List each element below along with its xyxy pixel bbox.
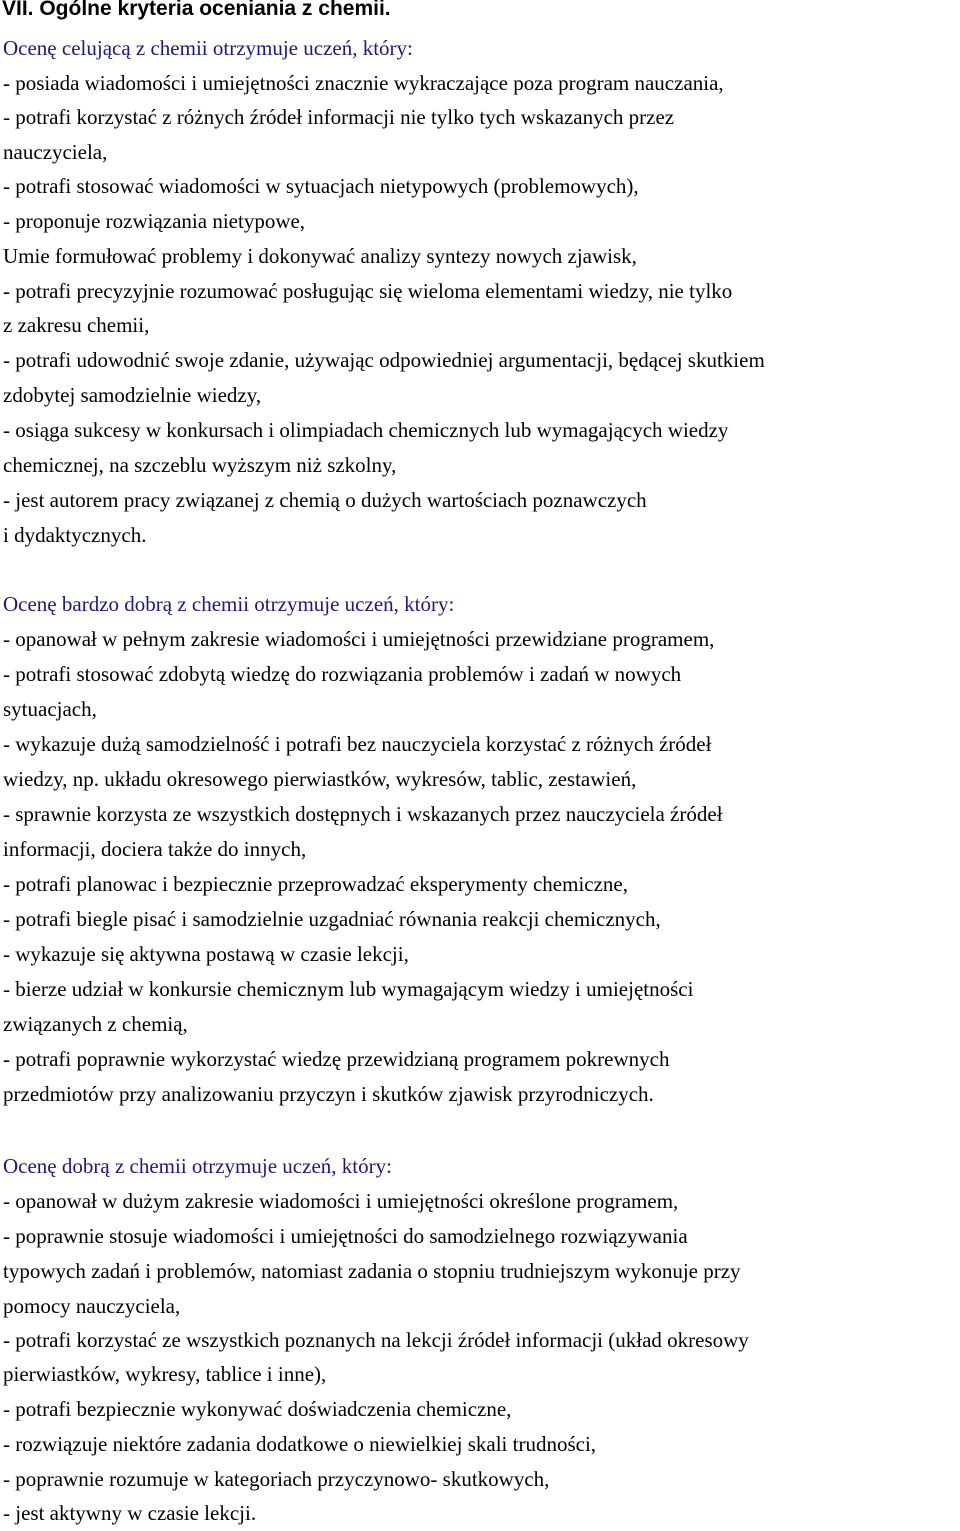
section-title-dobra: Ocenę dobrą z chemii otrzymuje uczeń, który: [3,1154,392,1178]
criteria-line: informacji, dociera także do innych, [3,837,307,861]
criteria-line: - wykazuje się aktywna postawą w czasie lekcji, [3,942,409,966]
criteria-line: - potrafi bezpiecznie wykonywać doświadczenia chemiczne, [3,1397,512,1421]
criteria-line: - potrafi stosować zdobytą wiedzę do rozwiązania problemów i zadań w nowych [3,662,682,686]
criteria-line: - wykazuje dużą samodzielność i potrafi bez nauczyciela korzystać z różnych źródeł [3,732,712,756]
criteria-line: - jest autorem pracy związanej z chemią o dużych wartościach poznawczych [3,488,647,512]
criteria-line: - osiąga sukcesy w konkursach i olimpiadach chemicznych lub wymagających wiedzy [3,418,729,442]
criteria-line: - poprawnie rozumuje w kategoriach przyczynowo- skutkowych, [3,1467,550,1491]
criteria-line: - rozwiązuje niektóre zadania dodatkowe o niewielkiej skali trudności, [3,1432,597,1456]
criteria-line: sytuacjach, [3,697,97,721]
criteria-line: - proponuje rozwiązania nietypowe, [3,209,306,233]
criteria-line: przedmiotów przy analizowaniu przyczyn i skutków zjawisk przyrodniczych. [3,1082,654,1106]
criteria-line: - potrafi udowodnić swoje zdanie, używając odpowiedniej argumentacji, będącej skutkiem [3,348,765,372]
criteria-line: z zakresu chemii, [3,313,150,337]
criteria-line: - potrafi precyzyjnie rozumować posługując się wieloma elementami wiedzy, nie tylko [3,279,733,303]
criteria-line: - bierze udział w konkursie chemicznym lub wymagającym wiedzy i umiejętności [3,977,694,1001]
criteria-line: - opanował w pełnym zakresie wiadomości i umiejętności przewidziane programem, [3,627,715,651]
criteria-line: - potrafi stosować wiadomości w sytuacjach nietypowych (problemowych), [3,174,639,198]
criteria-line: - poprawnie stosuje wiadomości i umiejętności do samodzielnego rozwiązywania [3,1224,688,1248]
criteria-line: - posiada wiadomości i umiejętności znacznie wykraczające poza program nauczania, [3,71,724,95]
criteria-line: typowych zadań i problemów, natomiast zadania o stopniu trudniejszym wykonuje przy [3,1259,741,1283]
criteria-line: Umie formułować problemy i dokonywać analizy syntezy nowych zjawisk, [3,244,637,268]
criteria-line: wiedzy, np. układu okresowego pierwiastków, wykresów, tablic, zestawień, [3,767,637,791]
criteria-line: i dydaktycznych. [3,523,147,547]
criteria-line: - opanował w dużym zakresie wiadomości i umiejętności określone programem, [3,1189,679,1213]
criteria-line: - potrafi korzystać ze wszystkich poznanych na lekcji źródeł informacji (układ okresowy [3,1328,749,1352]
criteria-line: związanych z chemią, [3,1012,188,1036]
criteria-line: - sprawnie korzysta ze wszystkich dostępnych i wskazanych przez nauczyciela źródeł [3,802,723,826]
criteria-line: - potrafi planowac i bezpiecznie przeprowadzać eksperymenty chemiczne, [3,872,629,896]
criteria-line: zdobytej samodzielnie wiedzy, [3,383,262,407]
criteria-line: - potrafi korzystać z różnych źródeł informacji nie tylko tych wskazanych przez [3,105,675,129]
document-heading: VII. Ogólne kryteria oceniania z chemii. [2,0,391,20]
criteria-line: pierwiastków, wykresy, tablice i inne), [3,1362,327,1386]
section-title-bardzo-dobra: Ocenę bardzo dobrą z chemii otrzymuje uczeń, który: [3,592,455,616]
section-title-celujaca: Ocenę celującą z chemii otrzymuje uczeń, który: [3,36,413,60]
criteria-line: - potrafi poprawnie wykorzystać wiedzę przewidzianą programem pokrewnych [3,1047,670,1071]
criteria-line: - jest aktywny w czasie lekcji. [3,1501,257,1525]
criteria-line: nauczyciela, [3,140,108,164]
criteria-line: - potrafi biegle pisać i samodzielnie uzgadniać równania reakcji chemicznych, [3,907,661,931]
criteria-line: pomocy nauczyciela, [3,1294,181,1318]
criteria-line: chemicznej, na szczeblu wyższym niż szkolny, [3,453,397,477]
